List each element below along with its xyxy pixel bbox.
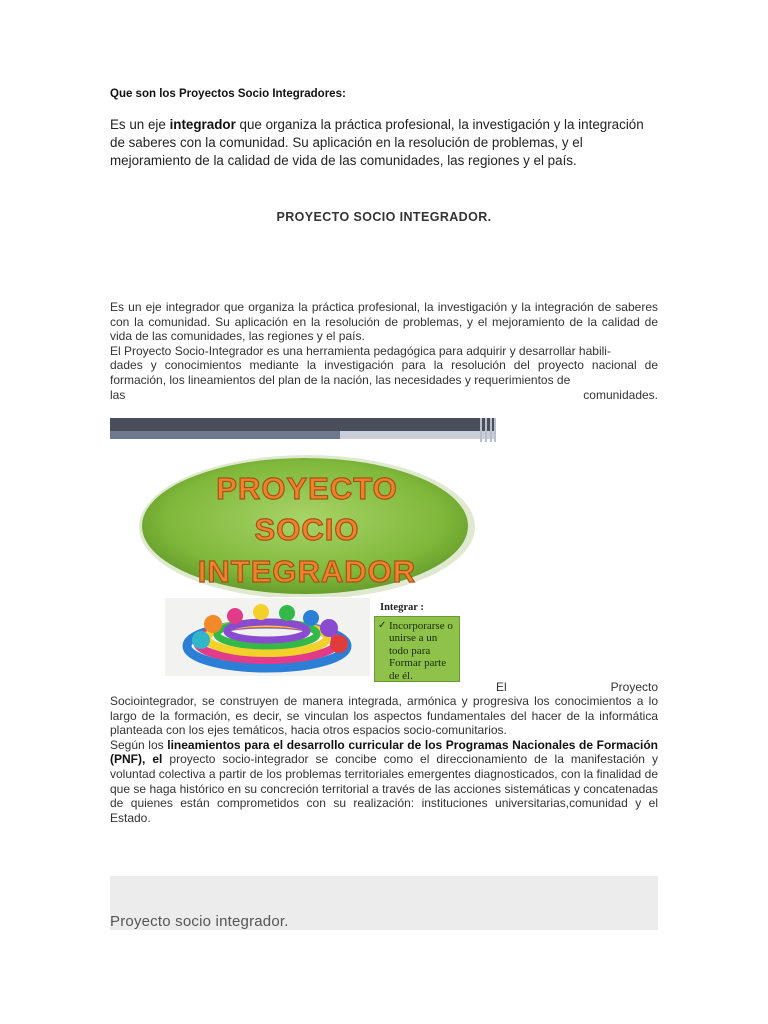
intro-bold-term: integrador bbox=[169, 117, 236, 132]
decorative-banner-bar bbox=[110, 418, 496, 442]
footer-title-box bbox=[110, 876, 658, 930]
center-title: PROYECTO SOCIO INTEGRADOR. bbox=[276, 210, 492, 224]
checkmark-icon: ✓ bbox=[378, 620, 387, 631]
logo-text-line3: INTEGRADOR bbox=[197, 554, 417, 589]
footer-title: Proyecto socio integrador. bbox=[110, 913, 289, 930]
paragraph-two-lead: El Proyecto bbox=[496, 680, 658, 694]
integrar-definition-box: ✓ Incorporarse o unirse a un todo para Formar parte de él. bbox=[374, 616, 460, 682]
integrar-title: Integrar : bbox=[380, 602, 424, 613]
logo-text-line2: SOCIO bbox=[254, 512, 360, 547]
section-heading: Que son los Proyectos Socio Integradores: bbox=[110, 88, 346, 100]
people-circle-illustration bbox=[165, 598, 370, 676]
logo-text-line1: PROYECTO bbox=[216, 471, 398, 506]
project-logo bbox=[110, 442, 496, 597]
paragraph-one: Es un eje integrador que organiza la práctica profesional, la investigación y la integración de saberes con la comunidad. Su aplicación en la resolución de problemas, y el mejoramiento de la calidad de vida de las comunidades, las regiones y el país. El Proyecto Socio-Integrador es una herramienta pedagógica para adquirir y desarrollar habili- dades y conocimientos mediante la investigación para la resolución del proyecto nacional de formación, los lineamientos del plan de la nación, las necesidades y requerimientos de las comunidades. bbox=[110, 300, 658, 402]
intro-paragraph: Es un eje integrador que organiza la práctica profesional, la investigación y la integración de saberes con la comunidad. Su aplicación en la resolución de problemas, y el mejoramiento de la calidad de vida de las comunidades, las regiones y el país. bbox=[110, 117, 644, 168]
paragraph-two: Sociointegrador, se construyen de manera integrada, armónica y progresiva los conocimientos a lo largo de la formación, es decir, se vinculan los aspectos fundamentales del hacer de la informática planteada con los ejes temáticos, hacia otros espacios socio-comunitarios. Según los lineamientos para el desarrollo curricular de los Programas Nacionales de Formación (PNF), el proyecto socio-integrador se concibe como el direccionamiento de la manifestación y voluntad colectiva a partir de los problemas territoriales emergentes diagnosticados, con la finalidad de que se haga histórico en su concreción territorial a través de las acciones sistemáticas y concatenadas de quienes están comprometidos con su realización: instituciones universitarias,comunidad y el Estado. bbox=[110, 694, 658, 825]
pnf-bold-term: lineamientos para el desarrollo curricular de los Programas Nacionales de Formación (PNF), el bbox=[110, 737, 658, 767]
